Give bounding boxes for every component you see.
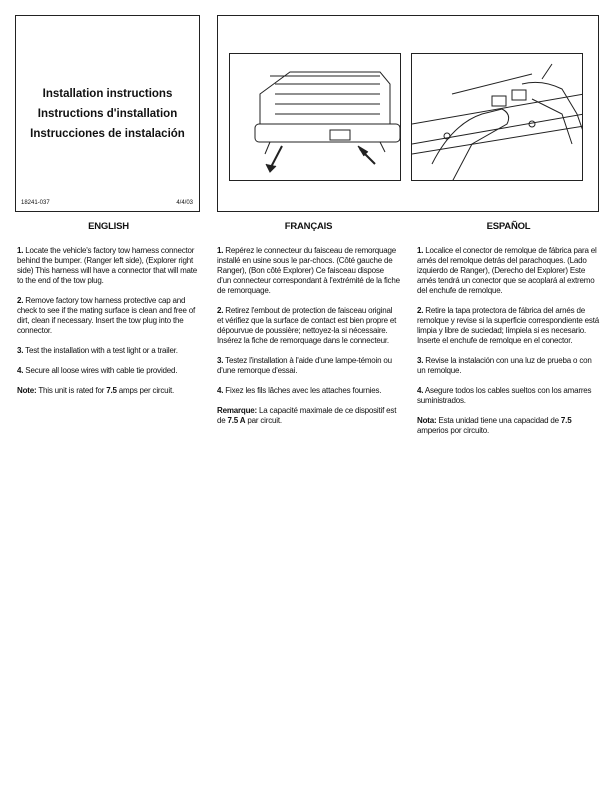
step-3: 3. Testez l'installation à l'aide d'une lampe-témoin ou d'une remorque d'essai. <box>217 356 392 375</box>
heading-english: ENGLISH <box>88 221 129 232</box>
column-spanish <box>417 222 600 446</box>
step-4: 4. Secure all loose wires with cable tie provided. <box>17 366 178 375</box>
figure-box <box>217 15 599 212</box>
step-2: 2. Remove factory tow harness protective cap and check to see if the mating surface is clean and free of dirt, clean if necessary. Insert the tow plug into the connector. <box>17 296 195 335</box>
step-4: 4. Fixez les fils lâches avec les attaches fournies. <box>217 386 382 395</box>
titles <box>16 84 199 144</box>
heading-french: FRANÇAIS <box>284 221 333 232</box>
title-english: Installation instructions <box>42 88 173 100</box>
date: 4/4/03 <box>176 200 193 206</box>
note: Nota: Esta unidad tiene una capacidad de 7.5 amperios por circuito. <box>417 416 572 435</box>
note: Note: This unit is rated for 7.5 amps per circuit. <box>17 386 175 395</box>
column-english <box>17 222 200 406</box>
step-3: 3. Revise la instalación con una luz de prueba o con un remolque. <box>417 356 592 375</box>
heading-spanish: ESPAÑOL <box>486 221 531 232</box>
bumper-illustration <box>229 53 401 181</box>
title-spanish: Instrucciones de instalación <box>30 128 185 140</box>
step-1: 1. Localice el conector de remolque de fábrica para el arnés del remolque detrás del parachoques. (Lado izquierdo de Ranger), (Derecho del Explorer) Este arnés tendrá un conector que se acoplará al extremo del enchufe de remolque. <box>417 246 597 295</box>
step-2: 2. Retirez l'embout de protection de faisceau original et vérifiez que la surface de contact est bien propre et dépourvue de poussière; nettoyez-la si nécessaire. Insérez la fiche de remorquage dans le connecteur. <box>217 306 397 345</box>
step-3: 3. Test the installation with a test light or a trailer. <box>17 346 178 355</box>
title-french: Instructions d'installation <box>37 108 178 120</box>
step-2: 2. Retire la tapa protectora de fábrica del arnés de remolque y revise si la superficie correspondiente está limpia y libre de suciedad; límpiela si es necesario. Inserte el enchufe de remolque en el conector. <box>417 306 599 345</box>
title-box <box>15 15 200 212</box>
step-4: 4. Asegure todos los cables sueltos con los amarres suministrados. <box>417 386 592 405</box>
part-number: 18241-037 <box>21 200 50 206</box>
step-1: 1. Locate the vehicle's factory tow harness connector behind the bumper. (Ranger left side), (Explorer right side) This harness will have a connector that will mate to the end of the tow plug. <box>17 246 198 285</box>
step-1: 1. Repérez le connecteur du faisceau de remorquage installé en usine sous le par-chocs. (Côté gauche de Ranger), (Bon côté Explorer) Ce faisceau dispose d'un connecteur correspondant à l'extrémité de la fiche de remorquage. <box>217 246 400 295</box>
connector-illustration <box>411 53 583 181</box>
column-french <box>217 222 400 436</box>
note: Remarque: La capacité maximale de ce dispositif est de 7.5 A par circuit. <box>217 406 397 425</box>
